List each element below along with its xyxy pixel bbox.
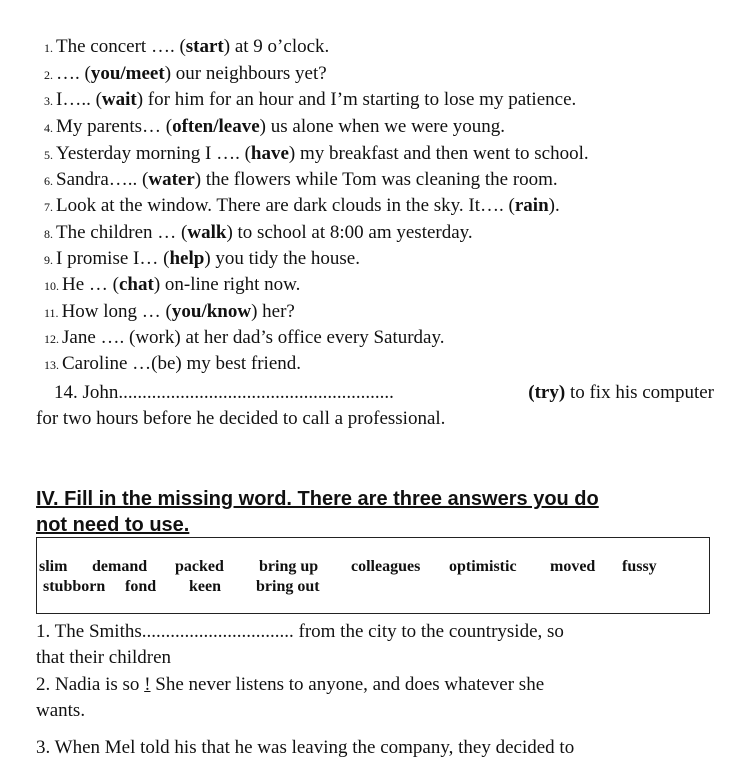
item-text: ) her? [251,301,295,322]
word-bring-up: bring up [259,558,319,575]
verb-cue: rain [514,195,549,216]
item14-start: 14. John.......................................................... [54,382,394,403]
exercise-item [44,35,329,60]
item-number: 11. [44,306,59,320]
word-demand: demand [92,558,148,575]
exercise-item [44,194,560,219]
verb-cue: start [185,36,224,57]
exercise-item [44,168,558,193]
item-text: Yesterday morning I …. ( [56,143,251,164]
verb-cue: often/leave [172,116,260,137]
word-keen: keen [189,578,221,595]
item-number: 12. [44,332,59,346]
fill-item-1-line-1: 1. The Smiths................................ from the city to the countryside, so [36,621,564,642]
item-text: ) us alone when we were young. [259,116,506,137]
item-text: Look at the window. There are dark clouds in the sky. It…. ( [56,195,515,216]
word-packed: packed [175,558,224,575]
item-number: 10. [44,279,59,293]
item-text: ) for him for an hour and I’m starting to lose my patience. [136,89,577,110]
word-fond: fond [125,578,157,595]
fill-item-2-pre: 2. Nadia is so [36,674,145,695]
verb-cue: water [148,169,195,190]
verb-cue: chat [118,274,154,295]
item-number: 7. [44,200,53,214]
item-number: 3. [44,94,53,108]
item-number: 9. [44,253,53,267]
item-number: 5. [44,148,53,162]
fill-item-3-partial: 3. When Mel told his that he was leaving the company, they decided to [36,737,575,758]
word-bank [36,537,710,614]
item14-verb: (try) [528,382,566,403]
exercise-item-14 [36,380,714,432]
exercise-item [44,326,445,351]
section-4-heading [36,486,716,538]
item-text: The concert …. ( [56,36,186,57]
item-text: How long … ( [61,301,172,322]
item-text: Sandra….. ( [56,169,149,190]
heading-line-1: IV. Fill in the missing word. There are three answers you do [36,488,599,510]
item-text: I promise I… ( [56,248,170,269]
item14-end: to fix his computer [569,382,714,403]
heading-line-2: not need to use. [36,514,190,536]
word-fussy: fussy [622,558,657,575]
fill-item-2-line-2: wants. [36,700,86,721]
item-text: ). [548,195,560,216]
fill-item-2-blank: ! [144,674,151,695]
item-text: ) my breakfast and then went to school. [288,143,589,164]
word-colleagues: colleagues [351,558,421,575]
word-stubborn: stubborn [43,578,106,595]
item-number: 1. [44,41,53,55]
item-number: 6. [44,174,53,188]
item-text: My parents… ( [56,116,173,137]
exercise-item [44,273,300,298]
item-text: I….. ( [56,89,102,110]
exercise-item [44,352,301,377]
item-text: ) the flowers while Tom was cleaning the room. [194,169,558,190]
exercise-item [44,88,576,113]
verb-cue: help [169,248,205,269]
item-text: ) to school at 8:00 am yesterday. [226,222,473,243]
exercise-item [44,247,360,272]
item-text: Jane …. (work) at her dad’s office every Saturday. [62,327,445,348]
verb-cue: wait [101,89,137,110]
exercise-item [44,221,473,246]
item-number: 8. [44,227,53,241]
item-text: The children … ( [56,222,188,243]
word-slim: slim [39,558,68,575]
verb-cue: you/meet [90,63,165,84]
item-text: ) at 9 o’clock. [223,36,330,57]
item-text: He … ( [62,274,119,295]
exercise-item [44,300,295,325]
exercise-item [44,142,589,167]
item14-line2: for two hours before he decided to call a professional. [36,408,446,429]
verb-cue: have [250,143,289,164]
item-text: Caroline …(be) my best friend. [62,353,302,374]
item-number: 13. [44,358,59,372]
word-optimistic: optimistic [449,558,517,575]
fill-item-2-post: She never listens to anyone, and does whatever she [150,674,545,695]
exercise-item [44,62,327,87]
fill-item-2-line-1 [36,672,544,698]
item-text: ) our neighbours yet? [164,63,327,84]
item-text: …. ( [56,63,91,84]
item-number: 4. [44,121,53,135]
verb-cue: you/know [171,301,252,322]
word-moved: moved [550,558,596,575]
verb-cue: walk [187,222,227,243]
item-text: ) on-line right now. [153,274,301,295]
exercise-item [44,115,505,140]
item-number: 2. [44,68,53,82]
item-text: ) you tidy the house. [204,248,360,269]
word-bring-out: bring out [256,578,320,595]
fill-item-1-line-2: that their children [36,647,172,668]
